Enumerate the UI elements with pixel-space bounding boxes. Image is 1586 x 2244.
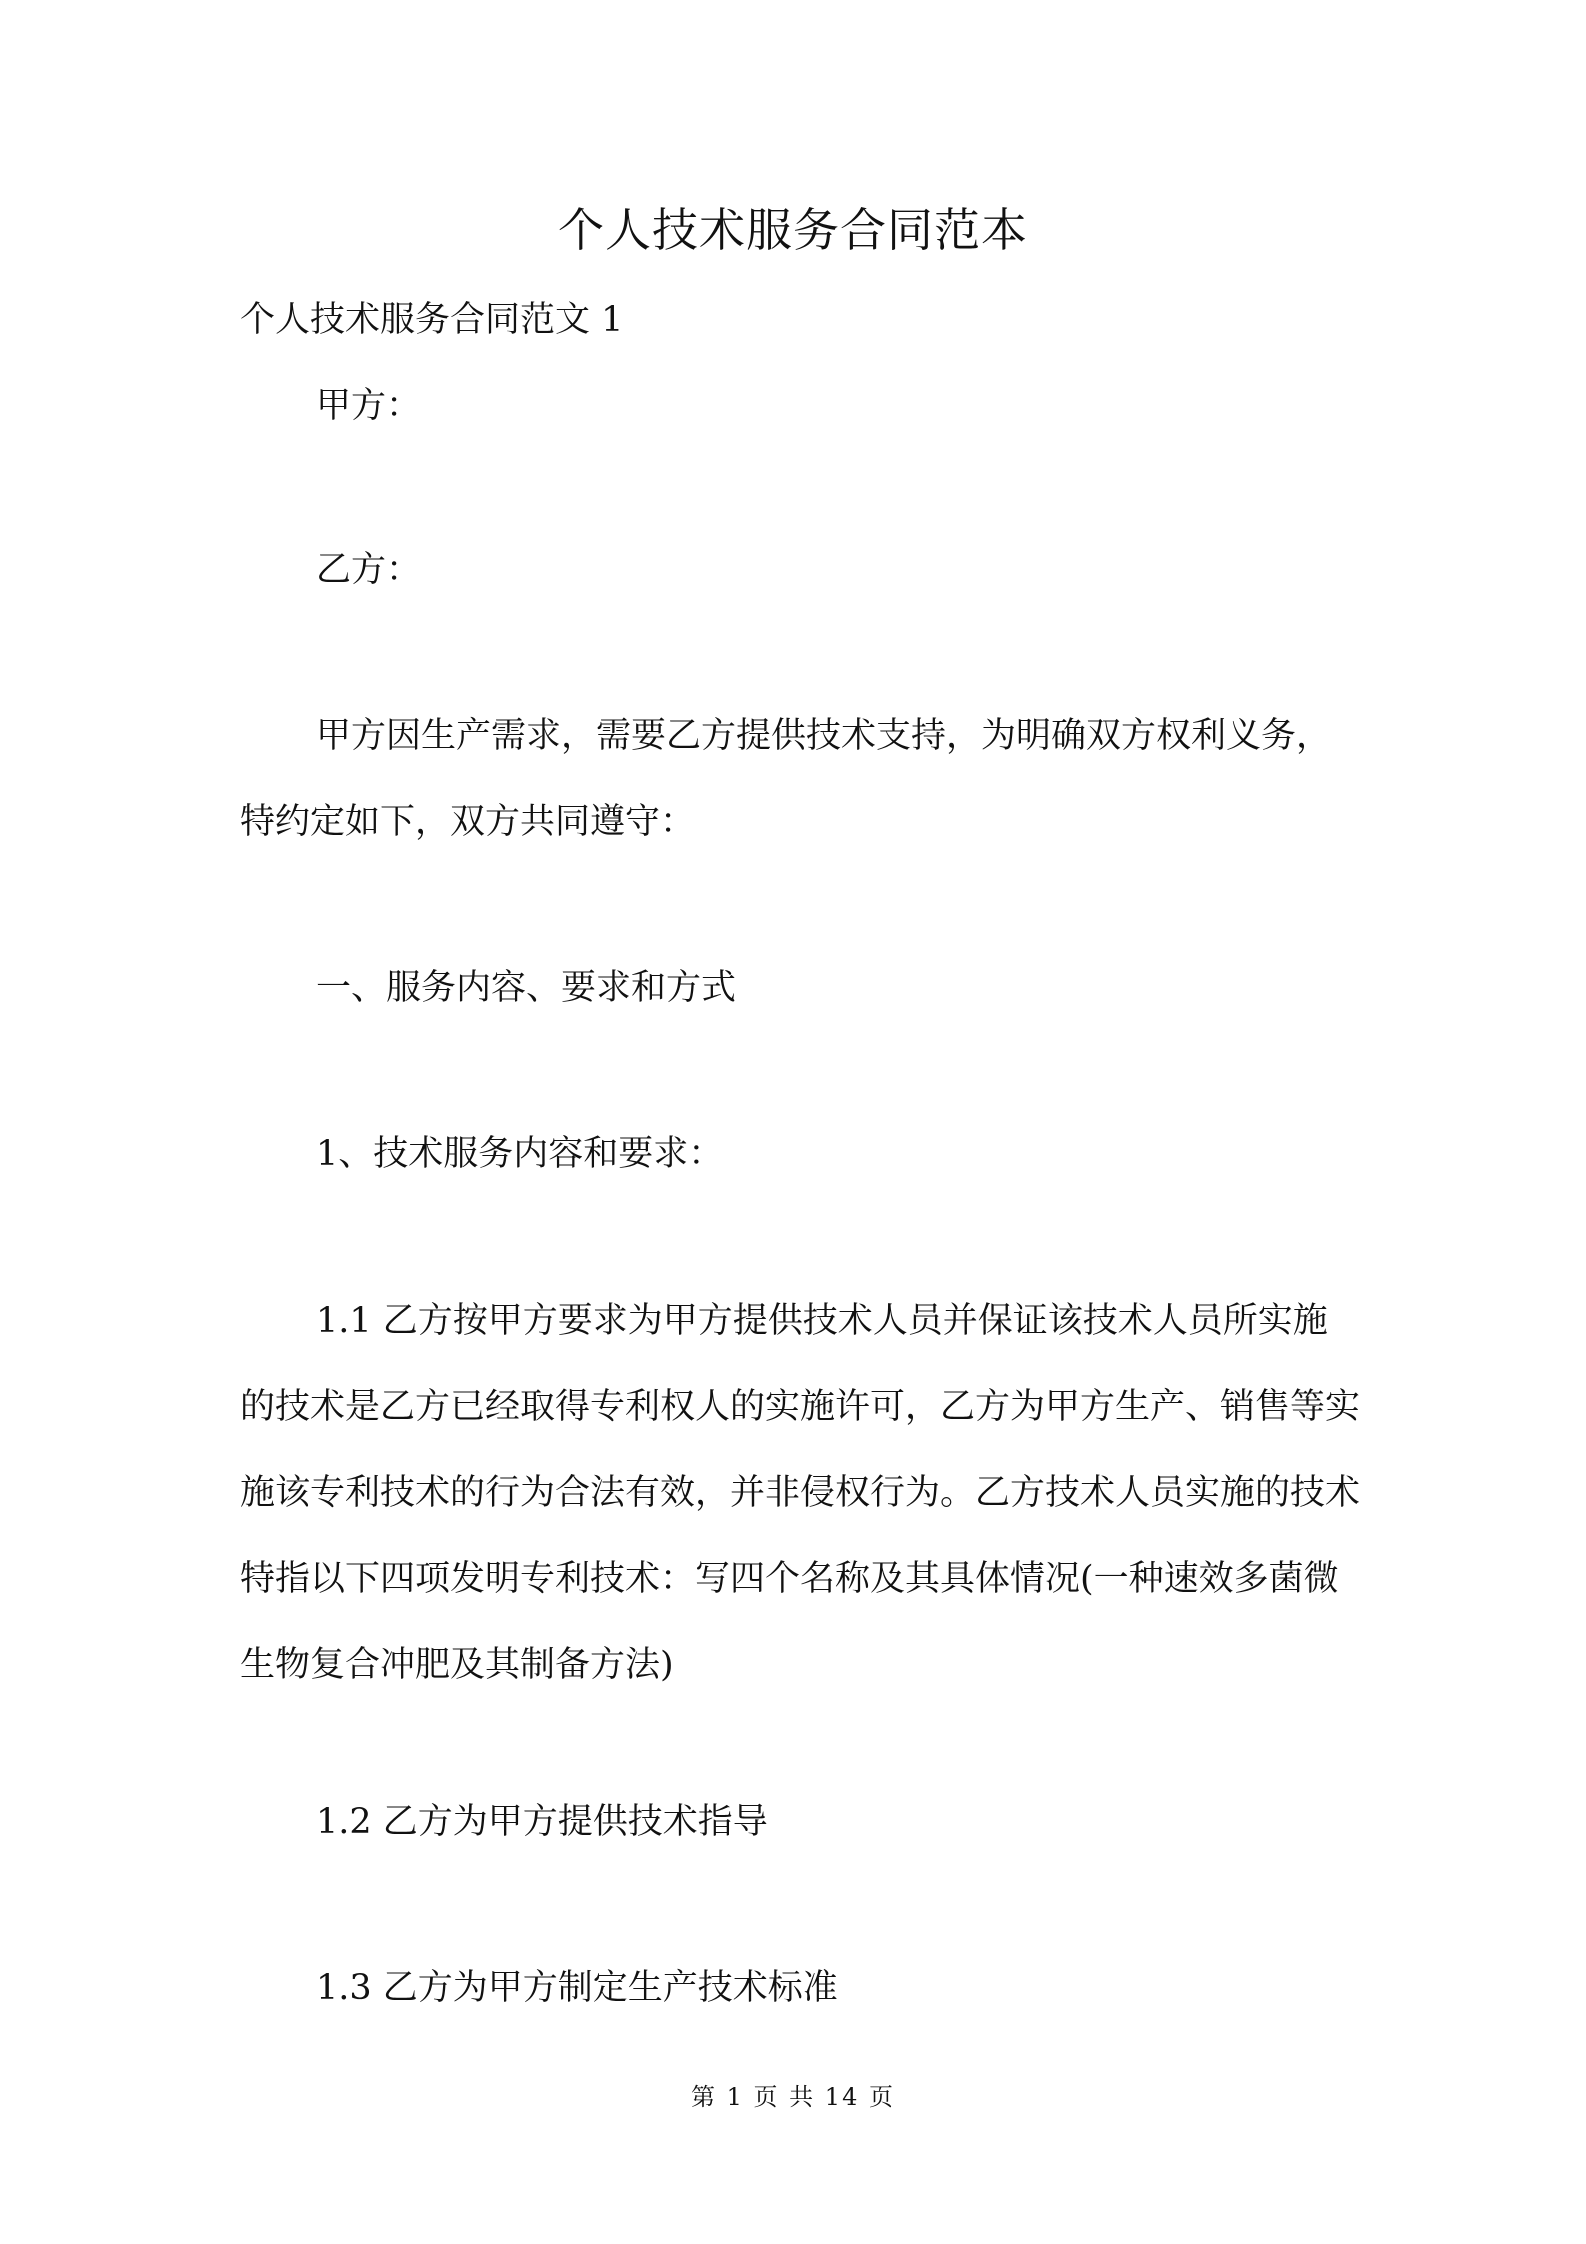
intro-paragraph-line-2: 特约定如下，双方共同遵守： <box>240 802 696 842</box>
document-subtitle: 个人技术服务合同范文 1 <box>240 300 624 340</box>
clause-1-2: 1.2 乙方为甲方提供技术指导 <box>316 1802 768 1842</box>
clause-1-3: 1.3 乙方为甲方制定生产技术标准 <box>316 1968 838 2008</box>
intro-paragraph-line-1: 甲方因生产需求，需要乙方提供技术支持，为明确双方权利义务， <box>316 716 1332 756</box>
document-title: 个人技术服务合同范本 <box>558 203 1028 257</box>
clause-1-1-paragraph: 1.1 乙方按甲方要求为甲方提供技术人员并保证该技术人员所实施的技术是乙方已经取得专利权人的实施许可，乙方为甲方生产、销售等实施该专利技术的行为合法有效，并非侵权行为。乙方技术人员实施的技术特指以下四项发明专利技术：写四个名称及其具体情况(一种速效多菌微生物复合冲肥及其制备方法) <box>240 1301 1361 1685</box>
party-a-label: 甲方： <box>316 386 422 426</box>
clause-1-heading: 1、技术服务内容和要求： <box>316 1134 724 1174</box>
page-number-footer: 第 1 页 共 14 页 <box>691 2083 895 2111</box>
section-heading-1: 一、服务内容、要求和方式 <box>316 968 737 1008</box>
party-b-label: 乙方： <box>316 550 422 590</box>
